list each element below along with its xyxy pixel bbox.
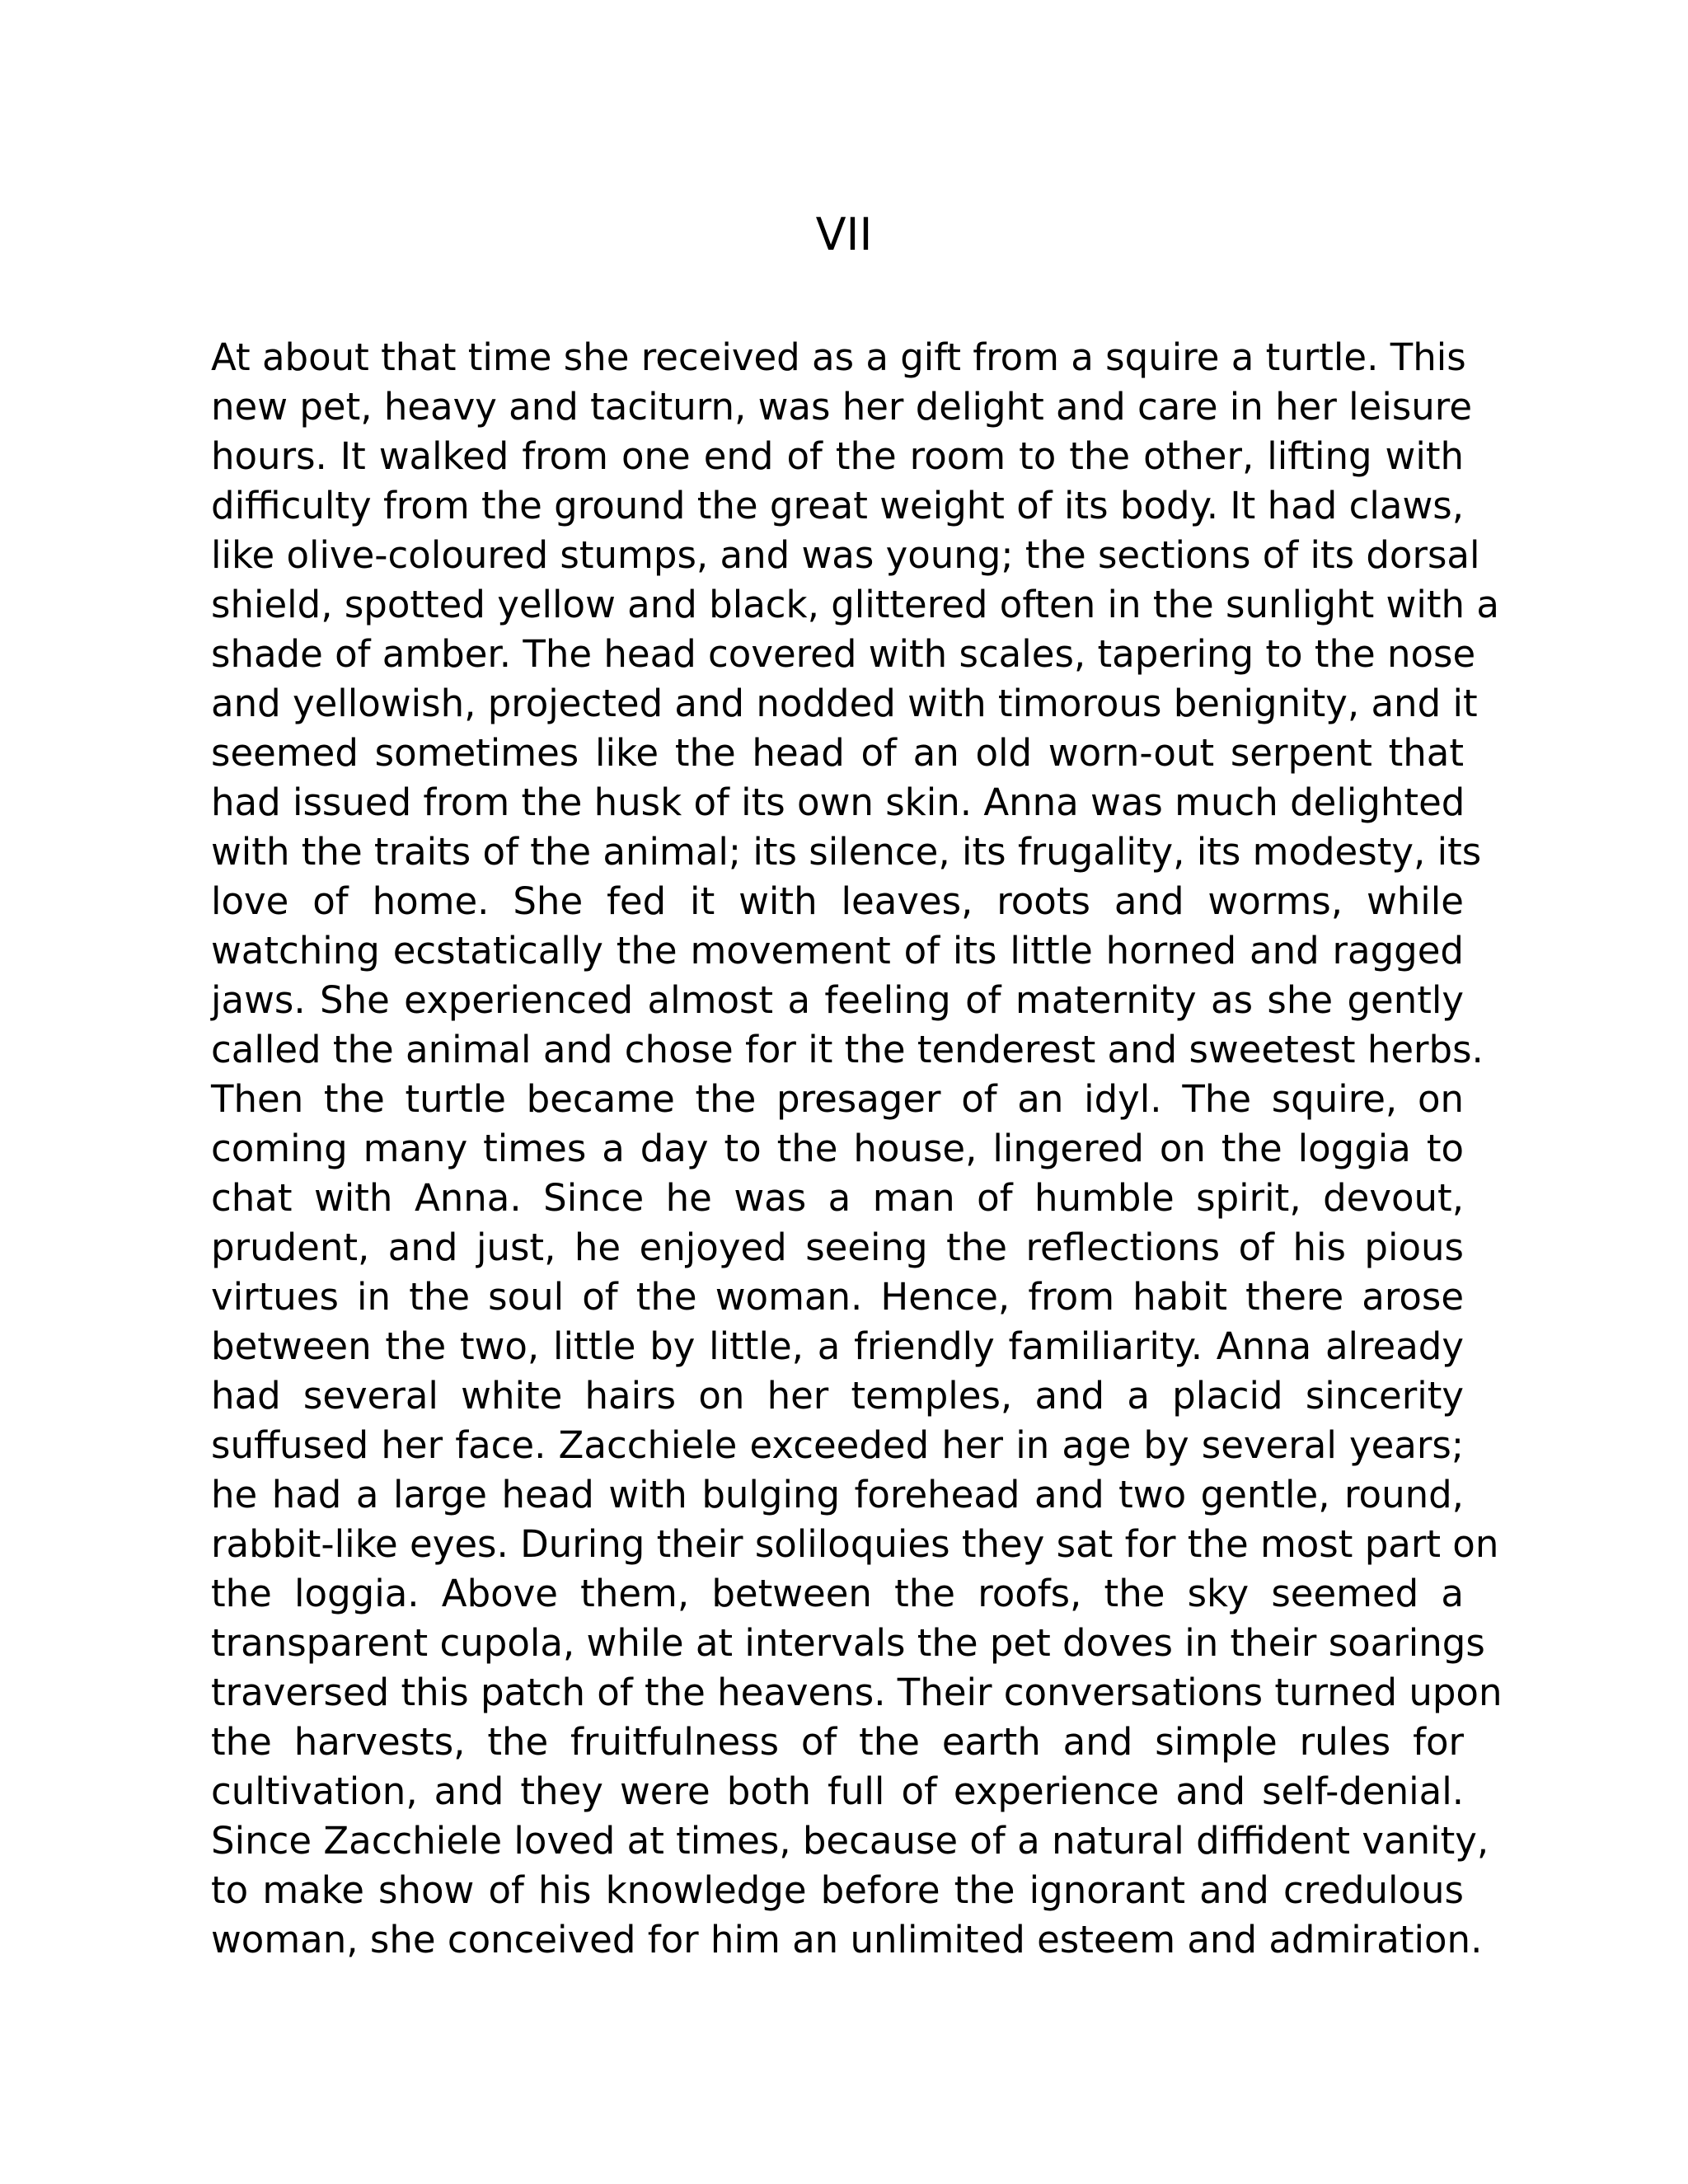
text-line: with the traits of the animal; its silence, its frugality, its modesty, its — [211, 830, 1482, 874]
text-line: jaws. She experienced almost a feeling of maternity as she gently — [211, 978, 1464, 1022]
text-line: to make show of his knowledge before the ignorant and credulous — [211, 1868, 1464, 1912]
text-line: hours. It walked from one end of the room to the other, lifting with — [211, 434, 1464, 478]
text-line: called the animal and chose for it the tenderest and sweetest herbs. — [211, 1028, 1484, 1071]
text-line: chat with Anna. Since he was a man of humble spirit, devout, — [211, 1176, 1464, 1220]
text-line: transparent cupola, while at intervals the pet doves in their soarings — [211, 1621, 1485, 1665]
text-line: suffused her face. Zacchiele exceeded her in age by several years; — [211, 1423, 1464, 1467]
text-line: virtues in the soul of the woman. Hence, from habit there arose — [211, 1275, 1464, 1319]
text-line: prudent, and just, he enjoyed seeing the reflections of his pious — [211, 1226, 1464, 1269]
text-line: woman, she conceived for him an unlimited esteem and admiration. — [211, 1918, 1483, 1961]
text-line: rabbit-like eyes. During their soliloquies they sat for the most part on — [211, 1522, 1499, 1566]
text-line: traversed this patch of the heavens. Their conversations turned upon — [211, 1671, 1503, 1714]
text-line: shade of amber. The head covered with scales, tapering to the nose — [211, 632, 1476, 676]
text-line: between the two, little by little, a friendly familiarity. Anna already — [211, 1324, 1464, 1368]
text-line: new pet, heavy and taciturn, was her delight and care in her leisure — [211, 385, 1472, 429]
text-line: love of home. She fed it with leaves, roots and worms, while — [211, 879, 1464, 923]
text-line: he had a large head with bulging forehead and two gentle, round, — [211, 1473, 1464, 1516]
text-line: Since Zacchiele loved at times, because of a natural diffident vanity, — [211, 1819, 1489, 1863]
text-line: the harvests, the fruitfulness of the earth and simple rules for — [211, 1720, 1464, 1764]
text-line: watching ecstatically the movement of its little horned and ragged — [211, 929, 1464, 972]
text-line: cultivation, and they were both full of experience and self-denial. — [211, 1769, 1464, 1813]
text-line: difficulty from the ground the great weight of its body. It had claws, — [211, 484, 1464, 527]
text-line: like olive-coloured stumps, and was young; the sections of its dorsal — [211, 533, 1480, 577]
text-line: coming many times a day to the house, lingered on the loggia to — [211, 1127, 1464, 1170]
text-line: had several white hairs on her temples, and a placid sincerity — [211, 1374, 1464, 1418]
chapter-title: VII — [815, 209, 873, 260]
body-paragraph — [211, 333, 1503, 1965]
text-line: Then the turtle became the presager of an idyl. The squire, on — [211, 1077, 1464, 1121]
text-line: At about that time she received as a gift from a squire a turtle. This — [211, 335, 1466, 379]
text-line: and yellowish, projected and nodded with timorous benignity, and it — [211, 682, 1478, 725]
text-line: seemed sometimes like the head of an old worn-out serpent that — [211, 731, 1464, 775]
text-line: the loggia. Above them, between the roofs, the sky seemed a — [211, 1572, 1464, 1615]
text-line: had issued from the husk of its own skin. Anna was much delighted — [211, 780, 1465, 824]
text-line: shield, spotted yellow and black, glittered often in the sunlight with a — [211, 583, 1499, 626]
